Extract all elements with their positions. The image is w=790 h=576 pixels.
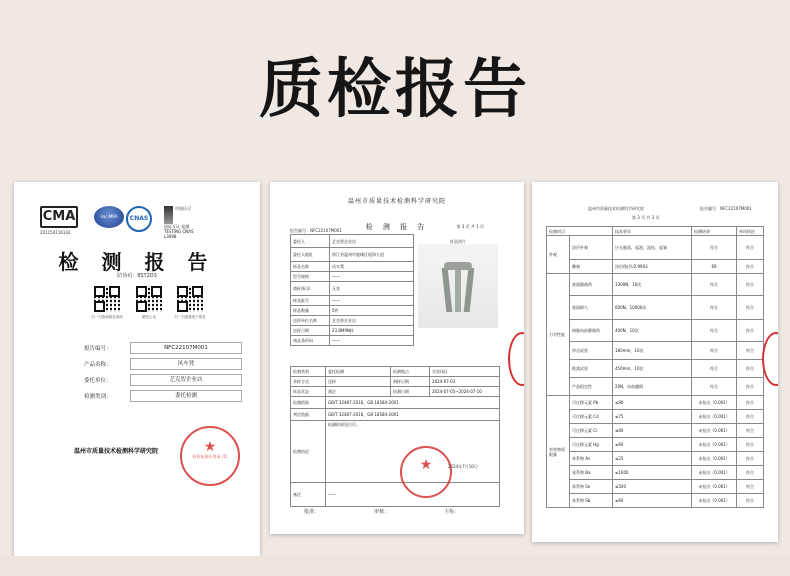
report-heading: 检 测 报 告 [58, 250, 216, 274]
field-test-type: 检测类别： 委托检测 [84, 390, 244, 402]
ilac-mra-logo: ilac-MRA [94, 206, 124, 228]
report-cover-page[interactable] [14, 182, 260, 558]
signature-approve: 批准： [304, 509, 320, 515]
anti-fake-code: 防伪码：8ST2D3 [117, 273, 157, 279]
page-header: 温州市质量技术检测科学研究院 [347, 198, 446, 205]
field-report-number: 报告编号： NFC22107M001 [84, 342, 244, 354]
sample-photo [418, 244, 498, 328]
test-detail-table: 检测类别 委托检测 检测地点 实验场区 来样方式 送样 到样日期 2024-07-03 样品状态 满足 检测日期 2024-07-05~2024-07-10 检测依据 GB/T 32487-2016、GB 18584-2001 判定依据 GB/T 32487-2016、GB 18584-2001 检测结论 检测结果见后页。 备注 —— [290, 366, 500, 507]
col-header: 检测项目 [547, 227, 613, 236]
col-header: 检测结果 [692, 227, 737, 236]
qr-code-verify[interactable] [94, 286, 120, 312]
official-seal: ★ [400, 446, 452, 498]
page-number: 第 3 页 共 3 页 [632, 215, 660, 220]
page-title: 质检报告 [259, 53, 531, 127]
col-header: 单项结论 [737, 227, 764, 236]
signature-review: 审核： [374, 509, 390, 515]
report-results-page[interactable] [532, 182, 778, 542]
report-number: 报告编号：NFC22107M001 [290, 228, 342, 233]
official-seal: ★ 检验检测专用章 (1) [180, 426, 240, 486]
qr-code-ereport[interactable] [177, 286, 203, 312]
testing-accreditation-logo: 中国认可 国际互认 检测 TESTING CNAS L3088 [164, 206, 194, 239]
page-subheader: 检 测 报 告 [365, 223, 429, 231]
results-table: 检测项目 技术要求 检测结果 单项结论 外观 涂层外观 应无脱落、起泡、流挂、起皱 符合 符合 雕刻 涂层/胶层/2.9903 69 符合 力学性能 座面静载荷 1300N，10次 符合 符合 座面耐久 600N，10000次 符合 符合 椅腿向前静载荷 400N，10次 符合 符合 冲击试验 180mm，10次 符合 符合 跌落试验 450mm，10次 符合 符合 产品稳定性 20N，向前翻倒 符合 符合 有害物质限量 可迁移元素 Pb ≤90 未检出（0.001） 符合 可迁移元素 Cd ≤75 未检出（0.001） 符合 可迁移元素 Cr ≤60 未检出（0.001） 符合 可迁移元素 Hg ≤60 未检出（0.001） 符合 苯系物 As ≤25 未检出（0.001） 符合 苯系物 Ba ≤1000 未检出（0.001） 符合 苯系物 Se ≤500 未检出（0.001） 符合 苯系物 Sb ≤60 未检出（0.001） 符合 [546, 226, 764, 508]
field-product-name: 产品名称： 风车凳 [84, 358, 244, 370]
seam-seal [762, 332, 778, 386]
institute-name: 温州市质量技术检测科学研究院 [74, 448, 159, 455]
qr-code-wechat[interactable] [136, 286, 162, 312]
cnas-logo: CNAS [126, 206, 160, 228]
page-number: 第 3 页 共 1 页 [456, 224, 484, 229]
bottom-band [0, 556, 790, 576]
sample-photo-label: 样品照片 [450, 239, 466, 244]
seam-seal [508, 332, 524, 386]
sample-info-table: 委托人 艺克智企业店 委托人地址 浙江省温州市鹿城区瓯海大道 样品名称 风车凳 型号规格 —— 商标/标识 无登 样品批号 —— 样品数量 5件 送样单位名称 艺克智企业店 送样日期 23.8M9N样 商品条形码 —— [290, 234, 414, 346]
report-date: 2024年7月10日 [448, 464, 478, 469]
qr-caption: 微信公众 [142, 315, 156, 319]
qr-caption: 扫一扫查询报告真伪 [91, 315, 123, 319]
col-header: 技术要求 [613, 227, 692, 236]
report-summary-page[interactable] [270, 182, 524, 534]
qr-caption: 扫一扫查看电子报告 [174, 315, 206, 319]
field-client: 委托单位： 艺克智企业店 [84, 374, 244, 386]
signature-chief: 主检： [444, 509, 460, 515]
page-header: 温州市质量技术检测科学研究院 [588, 206, 644, 211]
cma-logo: CMA 201150116142 [40, 206, 78, 232]
report-number: 报告编号：NFC22107M001 [700, 206, 752, 211]
